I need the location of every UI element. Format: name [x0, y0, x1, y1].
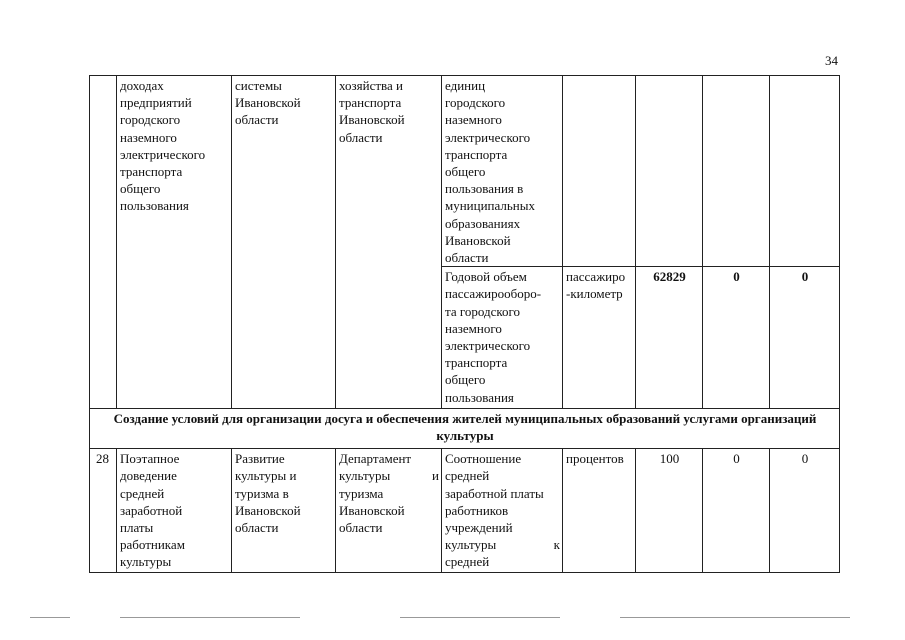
- cell-indicator-val2: 0: [703, 267, 770, 409]
- cell-value-empty: [636, 76, 703, 267]
- section-header-row: [90, 409, 840, 449]
- row-28: [90, 449, 840, 573]
- data-table: [89, 75, 840, 573]
- cell-indicator-val3: 0: [770, 267, 840, 409]
- scan-artifact-line: [30, 617, 70, 618]
- cell-unit: процентов: [563, 449, 636, 573]
- cell-department: Департамент культуры и туризма Ивановской области: [336, 449, 442, 573]
- cell-unit-empty: [563, 76, 636, 267]
- cell-program: Развитие культуры и туризма в Ивановской области: [232, 449, 336, 573]
- cell-task: Поэтапное доведение средней заработной платы работникам культуры: [117, 449, 232, 573]
- cell-val2-empty: [703, 76, 770, 267]
- scan-artifact-line: [400, 617, 560, 618]
- scan-artifact-line: [120, 617, 300, 618]
- cell-department-continued: хозяйства и транспорта Ивановской области: [336, 76, 442, 409]
- cell-indicator: Соотношение средней заработной платы работников учреждений культуры к средней: [442, 449, 563, 573]
- scan-artifact-line: [620, 617, 850, 618]
- page-number: 34: [825, 53, 838, 68]
- continuation-row: [90, 76, 840, 267]
- cell-indicator-unit: пассажиро -километр: [563, 267, 636, 409]
- cell-task-continued: доходах предприятий городского наземного электрического транспорта общего пользования: [117, 76, 232, 409]
- cell-indicator-name: Годовой объем пассажирооборо- та городского наземного электрического транспорта общего пользования: [442, 267, 563, 409]
- cell-indicator-continued: единиц городского наземного электрического транспорта общего пользования в муниципальных образованиях Ивановской области: [442, 76, 563, 267]
- cell-val3-empty: [770, 76, 840, 267]
- cell-val3: 0: [770, 449, 840, 573]
- cell-number-empty: [90, 76, 117, 409]
- cell-indicator-value: 62829: [636, 267, 703, 409]
- row-number: 28: [90, 449, 117, 573]
- cell-program-continued: системы Ивановской области: [232, 76, 336, 409]
- cell-val2: 0: [703, 449, 770, 573]
- section-title: Создание условий для организации досуга и обеспечения жителей муниципальных образований услугами организаций культуры: [90, 409, 840, 449]
- cell-value: 100: [636, 449, 703, 573]
